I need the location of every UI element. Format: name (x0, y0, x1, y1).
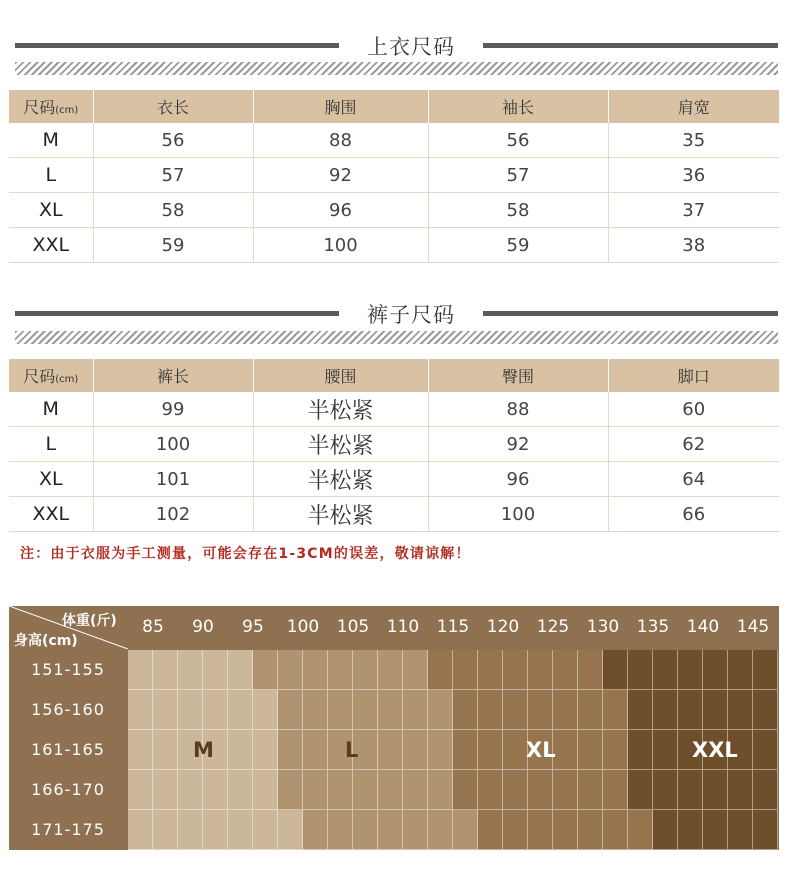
chart-cell-l (428, 770, 453, 810)
chart-cell-xxl (703, 690, 728, 730)
weight-label: 140 (686, 617, 720, 637)
chart-cell-xl (553, 650, 578, 690)
chart-cell-l (303, 690, 328, 730)
chart-cell-l (278, 770, 303, 810)
value-cell: 37 (608, 193, 779, 228)
table-row (9, 462, 779, 497)
chart-cell-xl (553, 810, 578, 850)
size-cell: XXL (9, 228, 93, 263)
pants-size-table (9, 359, 779, 532)
chart-cell-m (203, 650, 228, 690)
zone-label-xxl: XXL (692, 738, 738, 762)
chart-cell-l (303, 770, 328, 810)
size-cell: XXL (9, 497, 93, 532)
chart-cell-xl (478, 730, 503, 770)
weight-label: 90 (192, 617, 214, 637)
value-cell: 59 (428, 228, 608, 263)
height-label: 151-155 (31, 660, 105, 679)
value-cell: 半松紧 (253, 497, 428, 532)
chart-cell-m (153, 770, 178, 810)
value-cell: 60 (608, 392, 779, 427)
weight-label: 95 (242, 617, 264, 637)
chart-cell-l (353, 810, 378, 850)
header-chest: 胸围 (253, 90, 428, 123)
weight-label: 115 (436, 617, 470, 637)
chart-cell-m (203, 770, 228, 810)
value-cell: 58 (93, 193, 253, 228)
value-cell: 100 (93, 427, 253, 462)
table-row (9, 158, 779, 193)
chart-cell-l (278, 650, 303, 690)
chart-cell-l (403, 650, 428, 690)
chart-cell-m (178, 650, 203, 690)
chart-cell-l (303, 810, 328, 850)
value-cell: 102 (93, 497, 253, 532)
value-cell: 99 (93, 392, 253, 427)
chart-cell-l (328, 690, 353, 730)
chart-cell-l (403, 690, 428, 730)
value-cell: 96 (428, 462, 608, 497)
chart-cell-m (178, 690, 203, 730)
value-cell: 64 (608, 462, 779, 497)
chart-cell-xxl (728, 770, 753, 810)
header-length: 衣长 (93, 90, 253, 123)
value-cell: 92 (428, 427, 608, 462)
weight-label: 110 (386, 617, 420, 637)
chart-cell-xl (603, 770, 628, 810)
weight-label: 100 (286, 617, 320, 637)
chart-cell-xl (603, 730, 628, 770)
chart-cell-l (428, 690, 453, 730)
chart-cell-xxl (753, 770, 778, 810)
weight-label: 120 (486, 617, 520, 637)
chart-cell-xxl (703, 770, 728, 810)
zone-label-xl: XL (526, 738, 556, 762)
header-sleeve: 袖长 (428, 90, 608, 123)
weight-label: 130 (586, 617, 620, 637)
chart-cell-xxl (753, 810, 778, 850)
value-cell: 62 (608, 427, 779, 462)
chart-cell-l (403, 730, 428, 770)
top-title-line-right (483, 43, 778, 48)
chart-cell-xl (528, 650, 553, 690)
weight-label: 105 (336, 617, 370, 637)
chart-cell-m (228, 730, 253, 770)
zone-label-m: M (193, 738, 214, 762)
chart-cell-xl (453, 650, 478, 690)
value-cell: 100 (428, 497, 608, 532)
value-cell: 35 (608, 123, 779, 158)
chart-cell-l (403, 810, 428, 850)
value-cell: 92 (253, 158, 428, 193)
value-cell: 101 (93, 462, 253, 497)
top-hatch-divider (15, 62, 778, 75)
weight-label: 135 (636, 617, 670, 637)
chart-cell-xl (428, 650, 453, 690)
size-cell: XL (9, 193, 93, 228)
chart-cell-xl (528, 770, 553, 810)
chart-cell-m (228, 650, 253, 690)
chart-cell-xxl (728, 650, 753, 690)
chart-cell-l (328, 810, 353, 850)
chart-cell-m (253, 810, 278, 850)
chart-cell-m (253, 690, 278, 730)
chart-cell-l (378, 810, 403, 850)
chart-cell-xl (553, 690, 578, 730)
chart-cell-m (128, 730, 153, 770)
chart-cell-xl (578, 770, 603, 810)
size-cell: M (9, 123, 93, 158)
value-cell: 半松紧 (253, 462, 428, 497)
chart-cell-m (178, 810, 203, 850)
chart-cell-l (378, 770, 403, 810)
chart-cell-xl (503, 770, 528, 810)
chart-cell-l (353, 650, 378, 690)
value-cell: 56 (428, 123, 608, 158)
chart-cell-l (278, 690, 303, 730)
value-cell: 58 (428, 193, 608, 228)
top-title-line-left (15, 43, 339, 48)
chart-cell-xxl (678, 770, 703, 810)
chart-cell-m (153, 690, 178, 730)
chart-cell-xl (578, 650, 603, 690)
chart-cell-m (153, 730, 178, 770)
value-cell: 半松紧 (253, 392, 428, 427)
chart-cell-l (303, 730, 328, 770)
chart-cell-xxl (653, 770, 678, 810)
chart-cell-xl (528, 810, 553, 850)
chart-cell-m (128, 770, 153, 810)
chart-cell-xxl (753, 730, 778, 770)
chart-cell-m (203, 810, 228, 850)
header-size: 尺码(cm) (9, 359, 93, 392)
chart-cell-l (428, 810, 453, 850)
chart-cell-xxl (678, 650, 703, 690)
pants-size-header-row (9, 359, 779, 392)
table-row (9, 497, 779, 532)
chart-cell-xxl (678, 690, 703, 730)
value-cell: 56 (93, 123, 253, 158)
chart-cell-m (178, 770, 203, 810)
chart-cell-xl (628, 810, 653, 850)
chart-cell-xxl (628, 690, 653, 730)
measurement-note: 注：由于衣服为手工测量，可能会存在1-3CM的误差，敬请谅解！ (20, 546, 471, 562)
chart-cell-xl (478, 810, 503, 850)
header-hip: 臀围 (428, 359, 608, 392)
chart-cell-xxl (753, 650, 778, 690)
chart-cell-xl (478, 650, 503, 690)
chart-cell-xxl (753, 690, 778, 730)
header-size: 尺码(cm) (9, 90, 93, 123)
chart-cell-m (203, 690, 228, 730)
weight-label: 85 (142, 617, 164, 637)
chart-cell-xl (453, 690, 478, 730)
chart-cell-xxl (653, 730, 678, 770)
height-label: 156-160 (31, 700, 105, 719)
top-size-table (9, 90, 779, 263)
chart-cell-l (428, 730, 453, 770)
pants-size-title: 裤子尺码 (367, 303, 455, 327)
height-axis-label: 身高(cm) (14, 633, 78, 649)
value-cell: 59 (93, 228, 253, 263)
height-label: 161-165 (31, 740, 105, 759)
header-shoulder: 肩宽 (608, 90, 779, 123)
header-pants-length: 裤长 (93, 359, 253, 392)
chart-cell-l (328, 770, 353, 810)
chart-cell-xl (453, 770, 478, 810)
size-cell: M (9, 392, 93, 427)
size-cell: L (9, 427, 93, 462)
zone-label-l: L (345, 738, 359, 762)
chart-cell-l (378, 690, 403, 730)
chart-cell-xl (503, 730, 528, 770)
chart-cell-m (153, 810, 178, 850)
chart-cell-m (253, 770, 278, 810)
chart-cell-xxl (603, 650, 628, 690)
table-row (9, 228, 779, 263)
chart-cell-l (253, 650, 278, 690)
chart-cell-xl (603, 690, 628, 730)
chart-cell-xxl (678, 810, 703, 850)
height-label: 166-170 (31, 780, 105, 799)
value-cell: 38 (608, 228, 779, 263)
value-cell: 88 (428, 392, 608, 427)
chart-cell-xxl (653, 650, 678, 690)
chart-cell-l (378, 730, 403, 770)
value-cell: 66 (608, 497, 779, 532)
chart-cell-l (378, 650, 403, 690)
chart-cell-xl (503, 690, 528, 730)
chart-cell-xxl (628, 730, 653, 770)
chart-cell-l (328, 650, 353, 690)
chart-cell-xxl (728, 810, 753, 850)
chart-cell-l (303, 650, 328, 690)
value-cell: 96 (253, 193, 428, 228)
chart-cell-m (253, 730, 278, 770)
chart-cell-l (453, 810, 478, 850)
chart-cell-xl (478, 770, 503, 810)
chart-cell-l (353, 770, 378, 810)
chart-cell-m (128, 650, 153, 690)
value-cell: 36 (608, 158, 779, 193)
chart-cell-xxl (628, 770, 653, 810)
value-cell: 57 (428, 158, 608, 193)
chart-cell-xl (578, 810, 603, 850)
size-cell: L (9, 158, 93, 193)
chart-cell-xl (528, 690, 553, 730)
value-cell: 100 (253, 228, 428, 263)
weight-label: 145 (736, 617, 770, 637)
chart-cell-l (278, 730, 303, 770)
chart-cell-xxl (628, 650, 653, 690)
chart-cell-xl (503, 810, 528, 850)
pants-title-line-right (483, 311, 778, 316)
chart-cell-m (228, 770, 253, 810)
size-cell: XL (9, 462, 93, 497)
chart-cell-xl (503, 650, 528, 690)
chart-cell-m (278, 810, 303, 850)
top-size-title: 上衣尺码 (367, 35, 455, 59)
chart-cell-l (353, 690, 378, 730)
weight-label: 125 (536, 617, 570, 637)
height-label: 171-175 (31, 820, 105, 839)
table-row (9, 427, 779, 462)
chart-cell-m (153, 650, 178, 690)
table-row (9, 123, 779, 158)
value-cell: 半松紧 (253, 427, 428, 462)
chart-cell-m (228, 690, 253, 730)
chart-cell-xl (553, 770, 578, 810)
chart-cell-l (403, 770, 428, 810)
header-leg-opening: 脚口 (608, 359, 779, 392)
chart-cell-xl (453, 730, 478, 770)
chart-cell-m (128, 690, 153, 730)
chart-cell-xxl (703, 650, 728, 690)
value-cell: 57 (93, 158, 253, 193)
chart-cell-m (128, 810, 153, 850)
top-size-header-row (9, 90, 779, 123)
chart-cell-xl (478, 690, 503, 730)
chart-cell-xxl (728, 690, 753, 730)
value-cell: 88 (253, 123, 428, 158)
header-waist: 腰围 (253, 359, 428, 392)
chart-cell-xl (603, 810, 628, 850)
chart-cell-xl (578, 690, 603, 730)
chart-cell-xxl (703, 810, 728, 850)
table-row (9, 193, 779, 228)
chart-cell-xxl (653, 810, 678, 850)
pants-hatch-divider (15, 331, 778, 344)
chart-cell-xl (578, 730, 603, 770)
table-row (9, 392, 779, 427)
chart-cell-xxl (653, 690, 678, 730)
chart-cell-xl (553, 730, 578, 770)
chart-cell-m (228, 810, 253, 850)
pants-title-line-left (15, 311, 339, 316)
weight-axis-label: 体重(斤) (62, 613, 117, 629)
